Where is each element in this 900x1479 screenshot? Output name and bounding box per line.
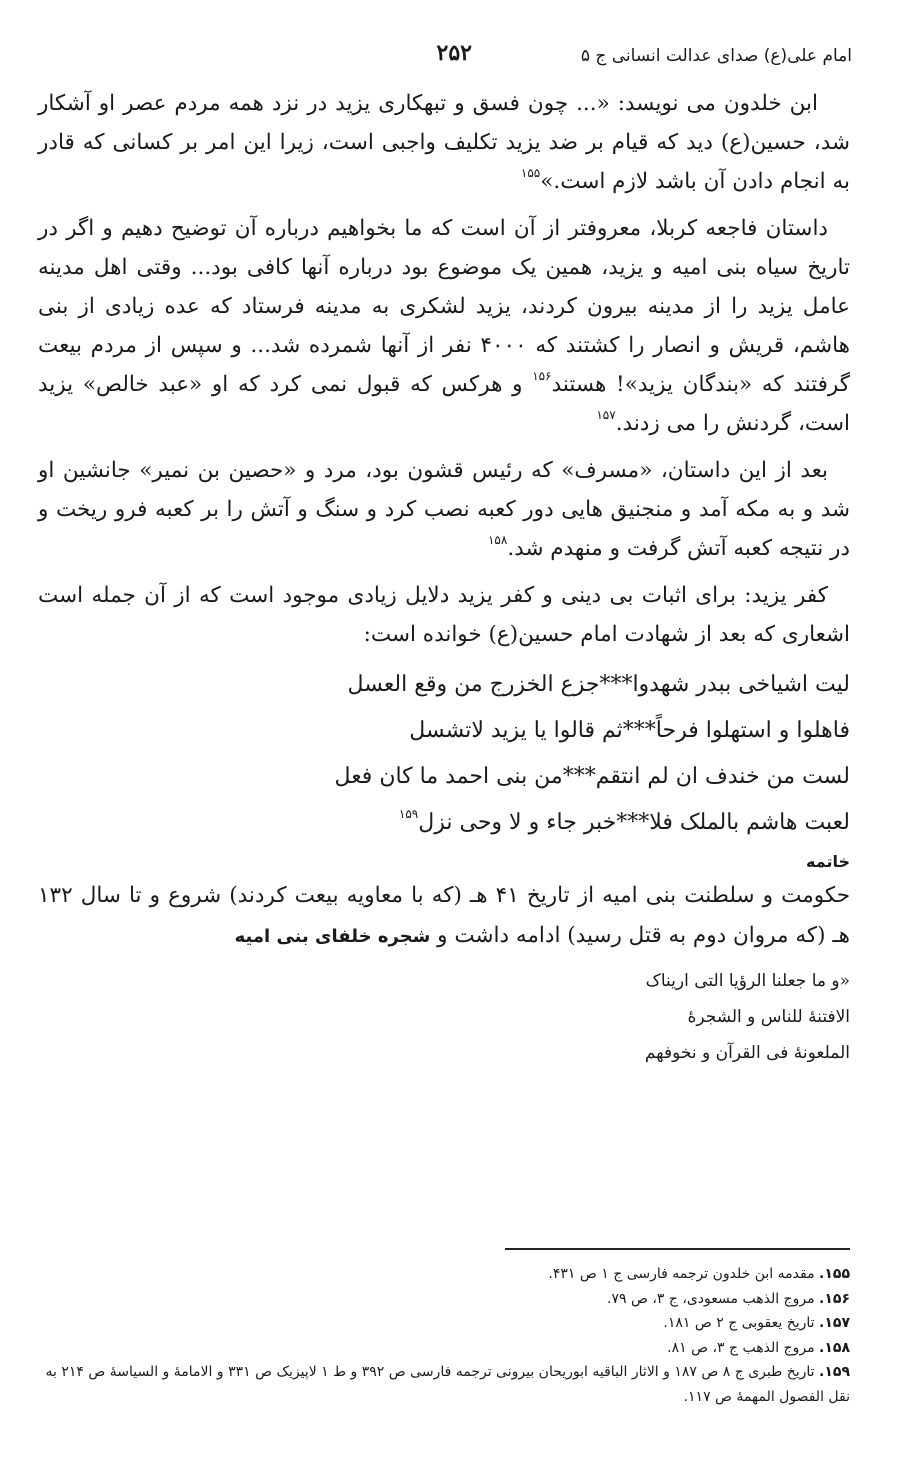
poem-block [38, 662, 850, 846]
paragraph-text: حکومت و سلطنت بنی امیه از تاریخ ۴۱ هـ (که با معاویه بیعت کردند) شروع و تا سال ۱۳۲ هـ (که مروان دوم به قتل رسید) ادامه داشت و [38, 883, 850, 948]
paragraph-karbala [38, 209, 850, 443]
quran-quote [38, 963, 850, 1071]
page-header [40, 40, 852, 80]
paragraph-text: ابن خلدون می نویسد: «... چون فسق و تبهکاری یزید در نزد همه مردم عصر او آشکار شد، حسین(ع) دید که قیام بر ضد یزید تکلیف واجبی است، زیرا این امر بر کسانی که قادر به انجام دادن آن باشد لازم است.» [38, 91, 850, 194]
paragraph-ibn-khaldun [38, 84, 850, 201]
paragraph-text: بعد از این داستان، «مسرف» که رئیس قشون بود، مرد و «حصین بن نمیر» جانشین او شد و به مکه آمد و منجنیق هایی دور کعبه نصب کرد و سنگ و آتش را بر کعبه فرو ریخت و در نتیجه کعبه آتش گرفت و منهدم شد. [38, 458, 850, 561]
footnote-divider [505, 1248, 850, 1250]
footnote-159 [44, 1360, 850, 1409]
poem-line: لیت اشیاخی ببدر شهدوا***جزع الخزرج من وقع العسل [347, 672, 850, 697]
footnote-text: مقدمه ابن خلدون ترجمه فارسی ج ۱ ص ۴۳۱. [548, 1266, 820, 1282]
running-title: امام علی(ع) صدای عدالت انسانی ج ۵ [580, 46, 852, 66]
section-heading: خاتمه [806, 852, 850, 871]
footnote-ref-158[interactable]: ۱۵۸ [487, 533, 508, 547]
footnote-number: ۱۵۷. [819, 1315, 850, 1331]
footnote-157 [44, 1311, 850, 1336]
paragraph-kaaba [38, 451, 850, 568]
footnote-text: مروج الذهب مسعودی، ج ۳، ص ۷۹. [607, 1290, 820, 1307]
paragraph-closing [38, 876, 850, 957]
footnote-155 [44, 1262, 850, 1287]
poem-line: لست من خندف ان لم انتقم***من بنی احمد ما کان فعل [334, 764, 850, 789]
quote-line: «و ما جعلنا الرؤیا التی ارینا‌ک [645, 971, 850, 991]
poem-line-last [38, 800, 850, 846]
paragraph-text: کفر یزید: برای اثبات بی دینی و کفر یزید دلایل زیادی موجود است که از آن جمله است اشعاری که بعد از شهادت امام حسین(ع) خوانده است: [38, 583, 850, 647]
bold-phrase: شجره خلفای بنی امیه [234, 926, 431, 947]
footnote-ref-157[interactable]: ۱۵۷ [596, 408, 616, 422]
page-number: ۲۵۲ [436, 40, 472, 66]
footnote-156 [44, 1287, 850, 1312]
poem-line-text: لعبت هاشم بالملک فلا***خبر جاء و لا وحی نزل [418, 810, 850, 835]
paragraph-kufr-yazid [38, 576, 850, 654]
footnote-number: ۱۵۶. [819, 1290, 850, 1307]
footnotes [44, 1262, 850, 1409]
footnote-ref-155[interactable]: ۱۵۵ [520, 166, 541, 180]
footnote-number: ۱۵۸. [819, 1339, 850, 1356]
paragraph-text: و هرکس که قبول نمی کرد که او «عبد خالص» یزید است، گردنش را می زدند. [38, 372, 850, 436]
footnote-number: ۱۵۵. [819, 1266, 850, 1282]
footnote-ref-159[interactable]: ۱۵۹ [398, 807, 419, 821]
poem-line: فاهلوا و استهلوا فرحاً***ثم قالوا یا یزید لاتشسل [409, 718, 850, 743]
footnote-ref-156[interactable]: ۱۵۶ [532, 369, 552, 383]
footnote-text: مروج الذهب ج ۳، ص ۸۱. [667, 1339, 820, 1356]
quote-line: الملعونهٔ فی القرآن و نخوفهم [644, 1043, 850, 1063]
footnote-158 [44, 1336, 850, 1361]
paragraph-text: داستان فاجعه کربلا، معروفتر از آن است که ما بخواهیم درباره آن توضیح دهیم و اگر در تاریخ سیاه بنی امیه و یزید، همین یک موضوع بود درباره آنها کافی بود... وقتی اهل مدینه عامل یزید را از مدینه بیرون کردند، یزید لشکری به مدینه فرستاد که عده زیادی از بنی هاشم، قریش و انصار را کشتند که ۴۰۰۰ نفر از آنها شمرده شد... و سپس از مردم بیعت گرفتند که «بندگان یزید»! هستند [38, 216, 850, 397]
footnote-number: ۱۵۹. [819, 1364, 850, 1380]
footnote-text: تاریخ یعقوبی ج ۲ ص ۱۸۱. [663, 1315, 820, 1331]
quote-line: الافتنهٔ للناس و الشجرهٔ [687, 1007, 850, 1027]
main-text [38, 84, 850, 1071]
footnote-text: تاریخ طبری ج ۸ ص ۱۸۷ و الاثار الباقیه ابوریحان بیرونی ترجمه فارسی ص ۳۹۲ و ط ۱ لاپیزیک ص ۳۳۱ و الامامهٔ و السیاسهٔ ص ۲۱۴ به نقل الفصول المهمهٔ ص ۱۱۷. [45, 1364, 850, 1405]
